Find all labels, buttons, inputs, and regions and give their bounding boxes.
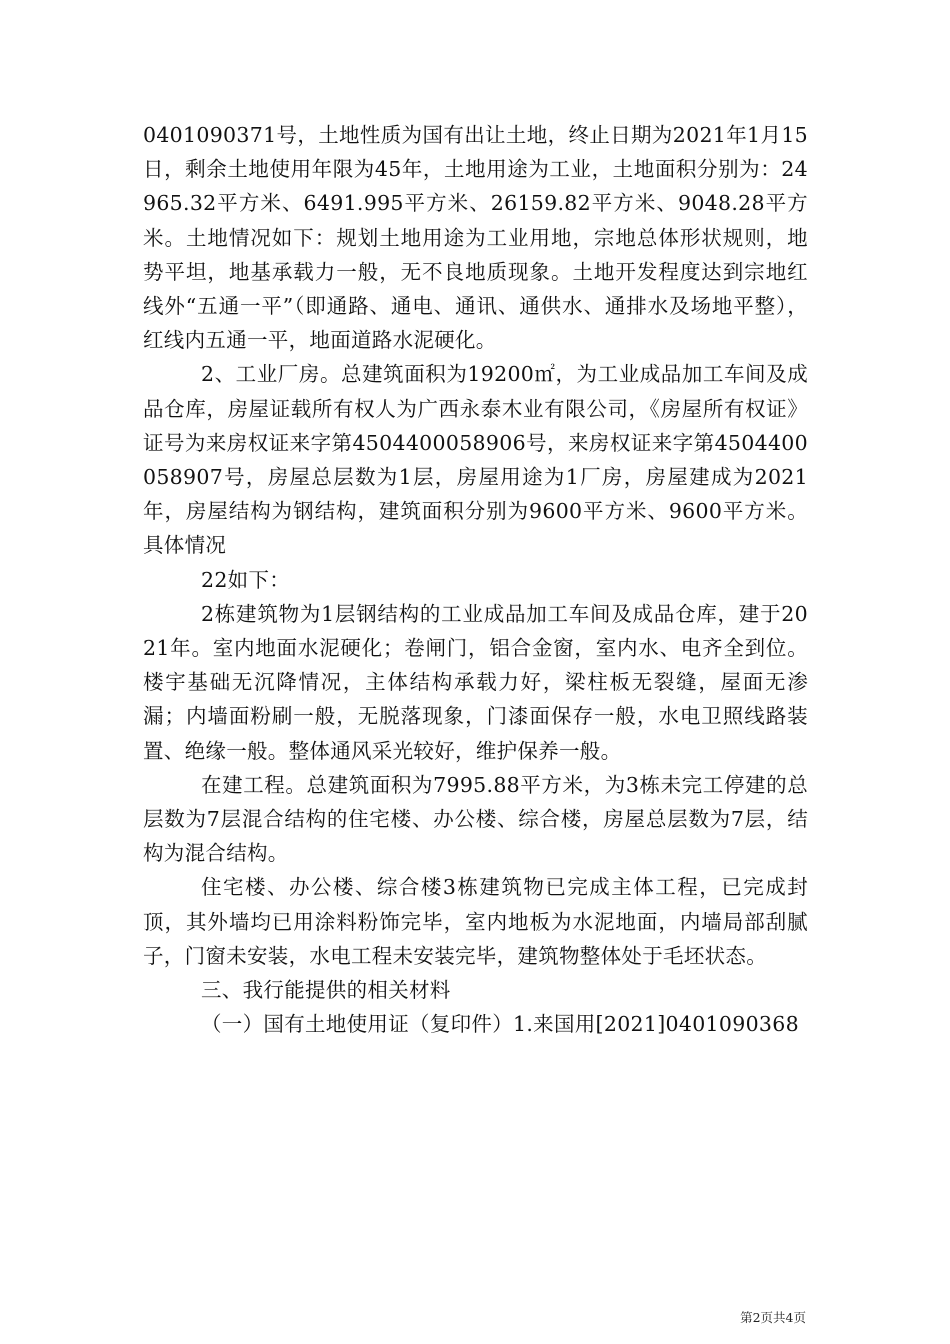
paragraph-construction-in-progress: 在建工程。总建筑面积为7995.88平方米，为3栋未完工停建的总层数为7层混合结构的住宅楼、办公楼、综合楼，房屋总层数为7层，结构为混合结构。	[143, 772, 808, 866]
paragraph-fragment: 22如下：	[201, 567, 291, 592]
section-heading-materials: 三、我行能提供的相关材料	[201, 978, 451, 1003]
paragraph-building-status: 住宅楼、办公楼、综合楼3栋建筑物已完成主体工程，已完成封顶，其外墙均已用涂料粉饰完毕，室内地板为水泥地面，内墙局部刮腻子，门窗未安装，水电工程未安装完毕，建筑物整体处于毛坯状态。	[143, 875, 808, 968]
document-body	[143, 118, 808, 1041]
paragraph-industrial-plant: 2、工业厂房。总建筑面积为19200㎡，为工业成品加工车间及成品仓库，房屋证载所有权人为广西永泰木业有限公司，《房屋所有权证》证号为来房权证来字第4504400058906号，来房权证来字第4504400058907号，房屋总层数为1层，房屋用途为1厂房，房屋建成为2021年，房屋结构为钢结构，建筑面积分别为9600平方米、9600平方米。具体情况	[143, 362, 808, 558]
page-number-footer: 第2页共4页	[740, 1310, 806, 1325]
paragraph-land-details: 0401090371号，土地性质为国有出让土地，终止日期为2021年1月15日，剩余土地使用年限为45年，土地用途为工业，土地面积分别为：24965.32平方米、6491.995平方米、26159.82平方米、9048.28平方米。土地情况如下：规划土地用途为工业用地，宗地总体形状规则，地势平坦，地基承载力一般，无不良地质现象。土地开发程度达到宗地红线外“五通一平”（即通路、通电、通讯、通供水、通排水及场地平整），红线内五通一平，地面道路水泥硬化。	[143, 123, 808, 353]
paragraph-land-certificate: （一）国有土地使用证（复印件）1.来国用[2021]0401090368	[201, 1012, 799, 1037]
paragraph-plant-condition: 2栋建筑物为1层钢结构的工业成品加工车间及成品仓库，建于2021年。室内地面水泥硬化；卷闸门，铝合金窗，室内水、电齐全到位。楼宇基础无沉降情况，主体结构承载力好，梁柱板无裂缝，屋面无渗漏；内墙面粉刷一般，无脱落现象，门漆面保存一般，水电卫照线路装置、绝缘一般。整体通风采光较好，维护保养一般。	[143, 601, 808, 763]
